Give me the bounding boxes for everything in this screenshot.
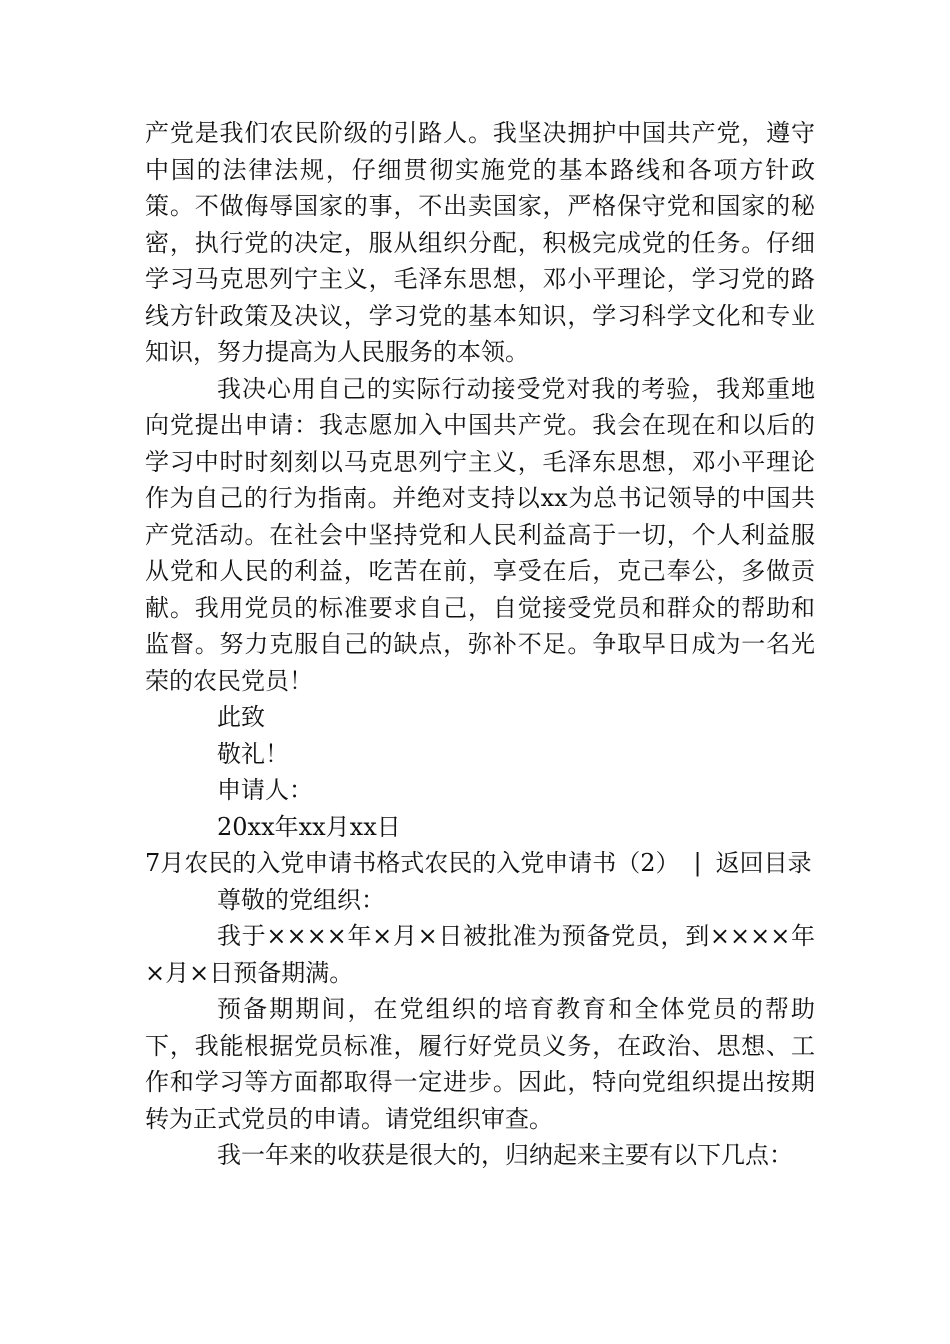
section-title: 7月农民的入党申请书格式农民的入党申请书（2） bbox=[145, 849, 680, 877]
document-body bbox=[145, 115, 815, 1174]
paragraph-application-pledge: 我决心用自己的实际行动接受党对我的考验，我郑重地向党提出申请：我志愿加入中国共产党。我会在现在和以后的学习中时时刻刻以马克思列宁主义，毛泽东思想，邓小平理论作为自己的行为指南。并绝对支持以xx为总书记领导的中国共产党活动。在社会中坚持党和人民利益高于一切，个人利益服从党和人民的利益，吃苦在前，享受在后，克己奉公，多做贡献。我用党员的标准要求自己，自觉接受党员和群众的帮助和监督。努力克服自己的缺点，弥补不足。争取早日成为一名光荣的农民党员！ bbox=[145, 374, 815, 695]
closing-salute: 敬礼！ bbox=[217, 739, 289, 768]
title-separator: | bbox=[693, 849, 702, 877]
paragraph-probation-dates: 我于××××年×月×日被批准为预备党员，到××××年×月×日预备期满。 bbox=[145, 922, 815, 987]
application-date: 20xx年xx月xx日 bbox=[217, 812, 401, 841]
return-to-contents-link[interactable]: 返回目录 bbox=[715, 849, 812, 877]
paragraph-probation-summary: 预备期期间，在党组织的培育教育和全体党员的帮助下，我能根据党员标准，履行好党员义务，在政治、思想、工作和学习等方面都取得一定进步。因此，特向党组织提出按期转为正式党员的申请。请党组织审查。 bbox=[145, 995, 815, 1133]
paragraph-party-guide: 产党是我们农民阶级的引路人。我坚决拥护中国共产党，遵守中国的法律法规，仔细贯彻实施党的基本路线和各项方针政策。不做侮辱国家的事，不出卖国家，严格保守党和国家的秘密，执行党的决定，服从组织分配，积极完成党的任务。仔细学习马克思列宁主义，毛泽东思想，邓小平理论，学习党的路线方针政策及决议，学习党的基本知识，学习科学文化和专业知识，努力提高为人民服务的本领。 bbox=[145, 119, 815, 366]
recipient-salutation: 尊敬的党组织： bbox=[217, 885, 385, 914]
section-heading-line bbox=[145, 845, 815, 918]
closing-greeting: 此致 bbox=[217, 703, 265, 731]
paragraph-gains-intro: 我一年来的收获是很大的，归纳起来主要有以下几点： bbox=[217, 1141, 793, 1169]
applicant-label: 申请人： bbox=[217, 776, 313, 804]
